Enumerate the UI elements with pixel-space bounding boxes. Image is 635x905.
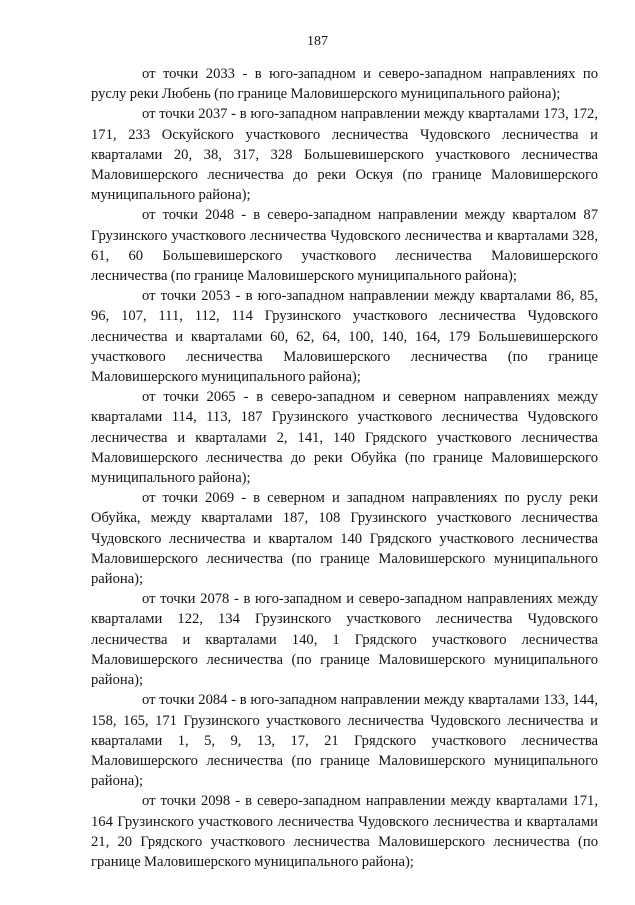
paragraph: от точки 2037 - в юго-западном направлении между кварталами 173, 172, 171, 233 Оскуйского участкового лесничества Чудовского лесничества и кварталами 20, 38, 317, 328 Большевишерского участкового лесничества Маловишерского лесничества до реки Оскуя (по границе Маловишерского муниципального района); bbox=[91, 106, 598, 204]
paragraph: от точки 2069 - в северном и западном направлениях по руслу реки Обуйка, между кварталами 187, 108 Грузинского участкового лесничества Чудовского лесничества и кварталом 140 Грядского участкового лесничества Маловишерского лесничества (по границе Маловишерского муниципального района); bbox=[91, 490, 598, 588]
paragraph: от точки 2078 - в юго-западном и северо-западном направлениях между кварталами 122, 134 Грузинского участкового лесничества Чудовского лесничества и кварталами 140, 1 Грядского участкового лесничества Маловишерского лесничества (по границе Маловишерского муниципального района); bbox=[91, 591, 598, 689]
paragraph: от точки 2033 - в юго-западном и северо-западном направлениях по руслу реки Любень (по границе Маловишерского муниципального района); bbox=[91, 66, 598, 103]
paragraph: от точки 2084 - в юго-западном направлении между кварталами 133, 144, 158, 165, 171 Грузинского участкового лесничества Чудовского лесничества и кварталами 1, 5, 9, 13, 17, 21 Грядского участкового лесничества Маловишерского лесничества (по границе Маловишерского муниципального района); bbox=[91, 692, 598, 790]
paragraph: от точки 2098 - в северо-западном направлении между кварталами 171, 164 Грузинского участкового лесничества Чудовского лесничества и кварталами 21, 20 Грядского участкового лесничества Маловишерского лесничества (по границе Маловишерского муниципального района); bbox=[91, 793, 598, 870]
page-number: 187 bbox=[307, 34, 328, 49]
paragraph: от точки 2048 - в северо-западном направлении между кварталом 87 Грузинского участкового лесничества Чудовского лесничества и кварталами 328, 61, 60 Большевишерского участкового лесничества Маловишерского лесничества (по границе Маловишерского муниципального района); bbox=[91, 207, 598, 285]
document-body bbox=[91, 64, 598, 872]
paragraph: от точки 2065 - в северо-западном и северном направлениях между кварталами 114, 113, 187 Грузинского участкового лесничества Чудовского лесничества и кварталами 2, 141, 140 Грядского участкового лесничества Маловишерского лесничества до реки Обуйка (по границе Маловишерского муниципального района); bbox=[91, 389, 598, 487]
paragraph: от точки 2053 - в юго-западном направлении между кварталами 86, 85, 96, 107, 111, 112, 114 Грузинского участкового лесничества Чудовского лесничества и кварталами 60, 62, 64, 100, 140, 164, 179 Большевишерского участкового лесничества Маловишерского лесничества (по границе Маловишерского муниципального района); bbox=[91, 288, 598, 386]
